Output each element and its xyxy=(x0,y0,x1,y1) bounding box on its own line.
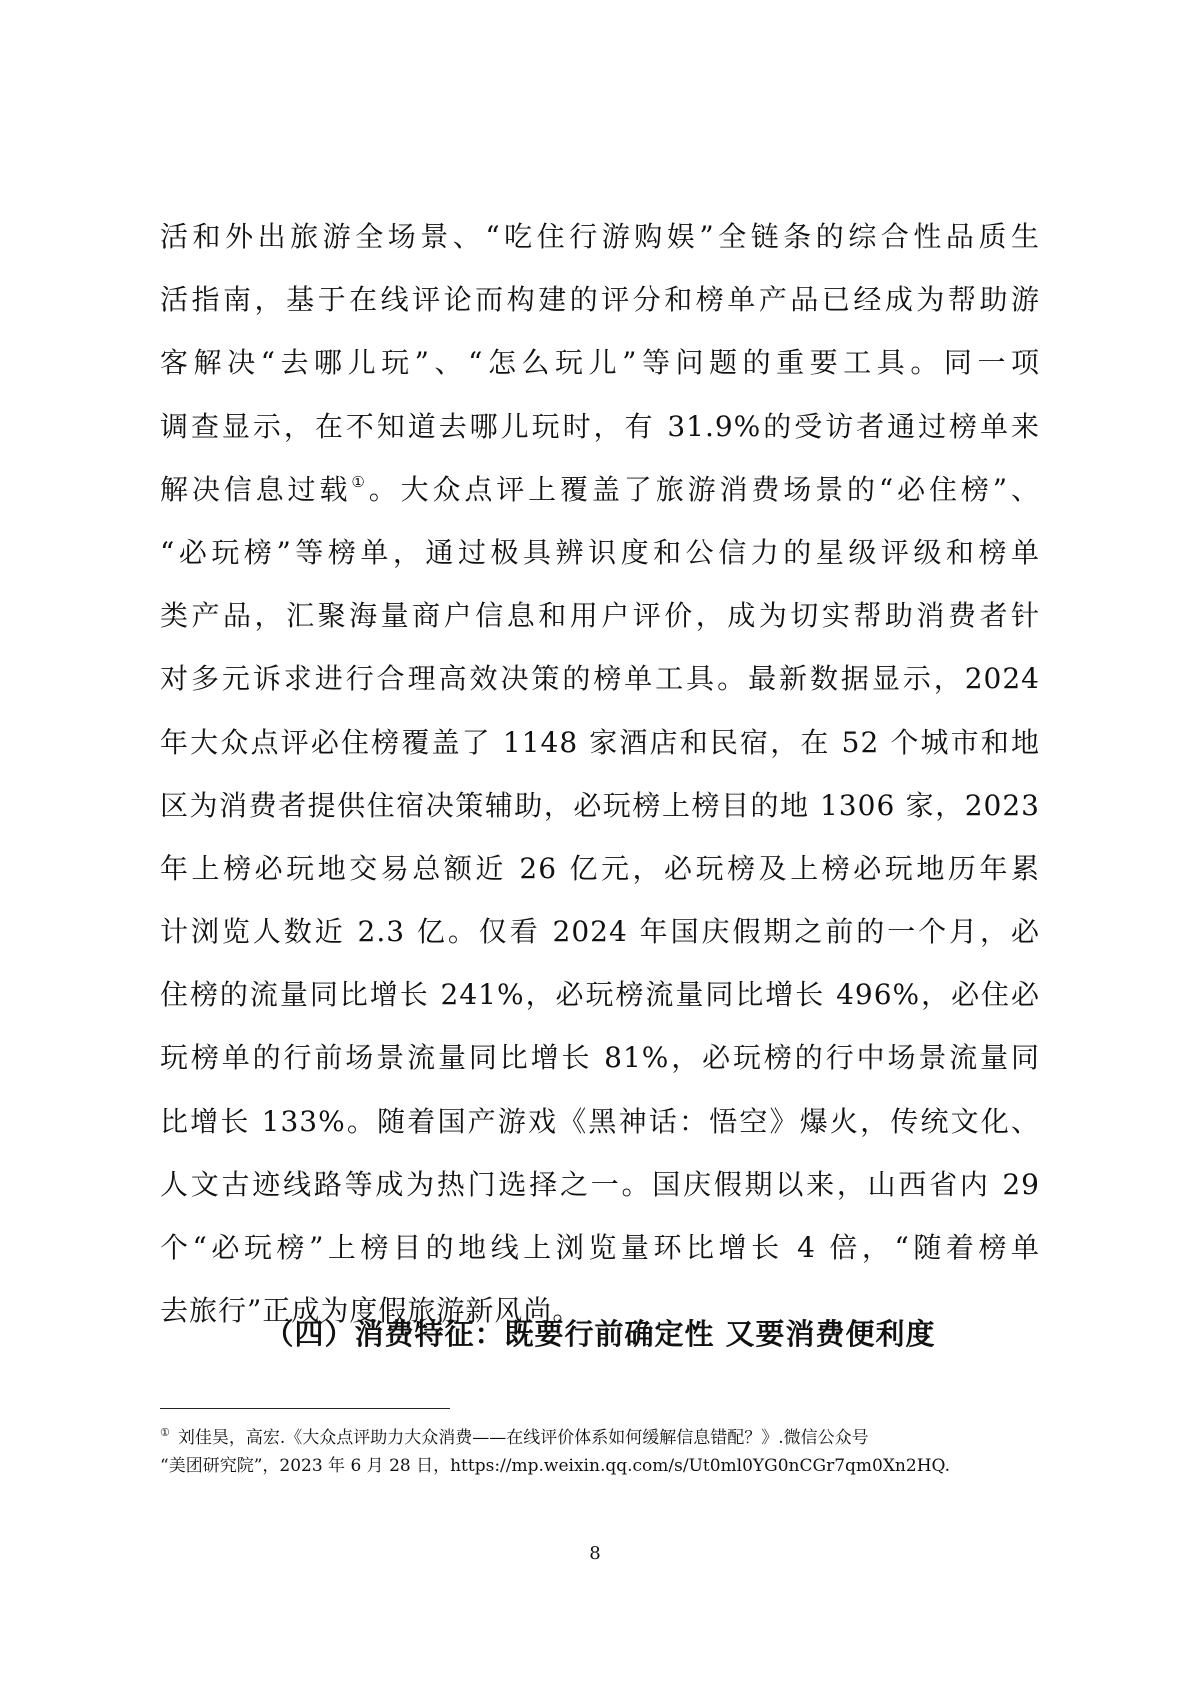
footnote-text-2[interactable]: “美团研究院”，2023 年 6 月 28 日，https://mp.weixin.qq.com/s/Ut0ml0YG0nCGr7qm0Xn2HQ. xyxy=(160,1456,951,1476)
body-line-6: “必玩榜”等榜单，通过极具辨识度和公信力的星级评级和榜单 xyxy=(160,535,1040,569)
body-line-16: 人文古迹线路等成为热门选择之一。国庆假期以来，山西省内 29 xyxy=(160,1167,1040,1201)
footnote xyxy=(160,1424,1040,1480)
body-line-2: 活指南，基于在线评论而构建的评分和榜单产品已经成为帮助游 xyxy=(160,283,1040,317)
body-line-3: 客解决“去哪儿玩”、“怎么玩儿”等问题的重要工具。同一项 xyxy=(160,346,1040,380)
body-paragraph xyxy=(160,205,1040,1342)
body-line-1: 活和外出旅游全场景、“吃住行游购娱”全链条的综合性品质生 xyxy=(160,220,1040,253)
body-line-4: 调查显示，在不知道去哪儿玩时，有 31.9%的受访者通过榜单来 xyxy=(160,409,1040,443)
page-number: 8 xyxy=(589,1543,601,1564)
body-line-5-start: 解决信息过载 xyxy=(160,472,352,506)
body-line-13: 住榜的流量同比增长 241%，必玩榜流量同比增长 496%，必住必 xyxy=(160,978,1040,1012)
body-line-8: 对多元诉求进行合理高效决策的榜单工具。最新数据显示，2024 xyxy=(160,662,1040,696)
body-line-5-end: 。大众点评上覆盖了旅游消费场景的“必住榜”、 xyxy=(368,472,1040,506)
body-line-15: 比增长 133%。随着国产游戏《黑神话：悟空》爆火，传统文化、 xyxy=(160,1104,1040,1138)
body-line-10: 区为消费者提供住宿决策辅助，必玩榜上榜目的地 1306 家，2023 xyxy=(160,788,1040,822)
footnote-divider xyxy=(160,1408,450,1409)
body-line-18: 去旅行”正成为度假旅游新风尚。 xyxy=(160,1294,582,1328)
body-line-12: 计浏览人数近 2.3 亿。仅看 2024 年国庆假期之前的一个月，必 xyxy=(160,915,1040,949)
body-line-9: 年大众点评必住榜覆盖了 1148 家酒店和民宿，在 52 个城市和地 xyxy=(160,725,1040,759)
body-line-17: 个“必玩榜”上榜目的地线上浏览量环比增长 4 倍，“随着榜单 xyxy=(160,1231,1040,1264)
section-heading: （四）消费特征：既要行前确定性 又要消费便利度 xyxy=(264,1317,936,1351)
body-line-14: 玩榜单的行前场景流量同比增长 81%，必玩榜的行中场景流量同 xyxy=(160,1041,1040,1075)
body-line-5 xyxy=(160,458,1040,521)
footnote-reference[interactable]: ① xyxy=(351,472,369,491)
body-line-11: 年上榜必玩地交易总额近 26 亿元，必玩榜及上榜必玩地历年累 xyxy=(160,851,1040,885)
footnote-line-1 xyxy=(160,1424,1040,1452)
body-line-7: 类产品，汇聚海量商户信息和用户评价，成为切实帮助消费者针 xyxy=(160,599,1040,633)
footnote-marker: ① xyxy=(160,1426,170,1439)
footnote-line-2 xyxy=(160,1452,1040,1480)
footnote-text-1: 刘佳昊，高宏.《大众点评助力大众消费——在线评价体系如何缓解信息错配？》.微信公众号 xyxy=(177,1428,869,1448)
